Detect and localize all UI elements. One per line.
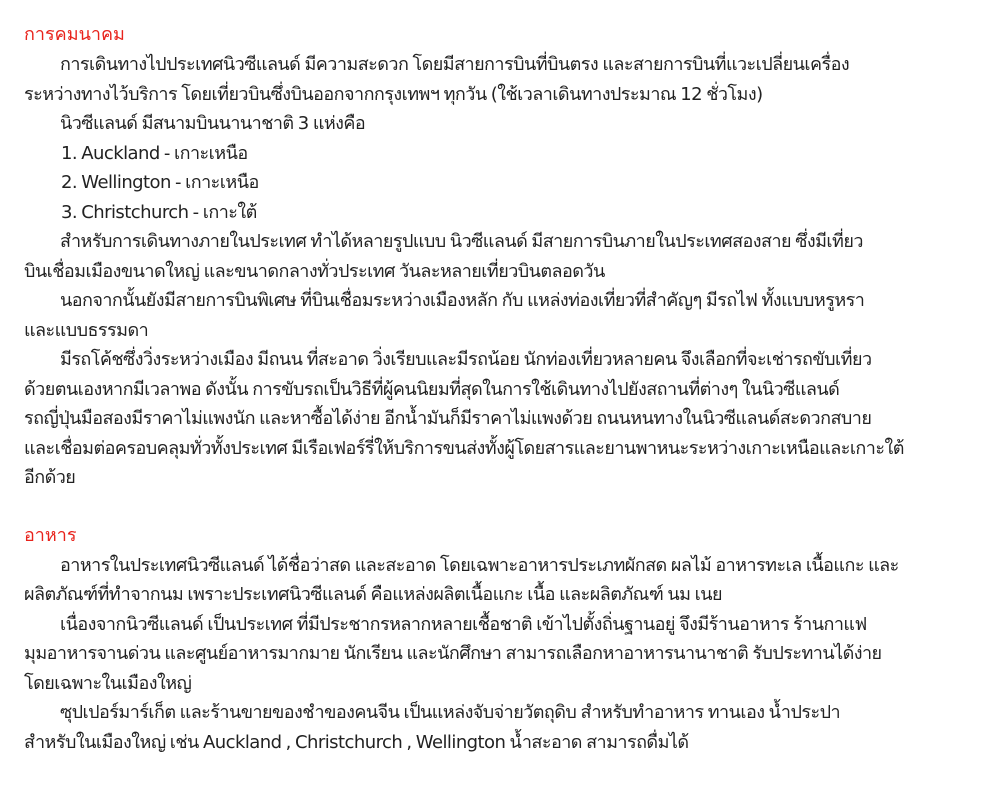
paragraph-line: สำหรับในเมืองใหญ่ เช่น Auckland , Christchurch , Wellington น้ำสะอาด สามารถดื่มได้ [24,731,689,753]
paragraph-line: โดยเฉพาะในเมืองใหญ่ [24,672,192,694]
airport-list-item: 3. Christchurch - เกาะใต้ [61,201,257,223]
section-spacer [24,493,979,521]
paragraph-line: การเดินทางไปประเทศนิวซีแลนด์ มีความสะดวก โดยมีสายการบินที่บินตรง และสายการบินที่แวะเปลี่ยนเครื่อง [60,54,850,75]
transport-heading: การคมนาคม [24,24,125,45]
food-heading: อาหาร [24,524,77,546]
paragraph-line: ด้วยตนเองหากมีเวลาพอ ดังนั้น การขับรถเป็นวิธีที่ผู้คนนิยมที่สุดในการใช้เดินทางไปยังสถานที่ต่างๆ ในนิวซีแลนด์ [24,378,840,400]
paragraph-line: นิวซีแลนด์ มีสนามบินนานาชาติ 3 แห่งคือ [60,113,366,134]
paragraph-line: ระหว่างทางไว้บริการ โดยเที่ยวบินซึ่งบินออกจากกรุงเทพฯ ทุกวัน (ใช้เวลาเดินทางประมาณ 12 ชั่วโมง) [24,83,763,105]
paragraph-line: เนื่องจากนิวซีแลนด์ เป็นประเทศ ที่มีประชากรหลากหลายเชื้อชาติ เข้าไปตั้งถิ่นฐานอยู่ จึงมีร้านอาหาร ร้านกาแฟ [60,613,867,635]
paragraph-line: นอกจากนั้นยังมีสายการบินพิเศษ ที่บินเชื่อมระหว่างเมืองหลัก กับ แหล่งท่องเที่ยวที่สำคัญๆ มีรถไฟ ทั้งแบบหรูหรา [60,290,865,311]
document [24,20,979,757]
paragraph-line: และเชื่อมต่อครอบคลุมทั่วทั้งประเทศ มีเรือเฟอร์รี่ให้บริการขนส่งทั้งผู้โดยสารและยานพาหนะระหว่างเกาะเหนือและเกาะใต้ [24,437,904,459]
airport-list-item: 2. Wellington - เกาะเหนือ [61,172,259,193]
paragraph-line: สำหรับการเดินทางภายในประเทศ ทำได้หลายรูปแบบ นิวซีแลนด์ มีสายการบินภายในประเทศสองสาย ซึ่งมีเที่ยว [60,231,863,252]
paragraph-line: บินเชื่อมเมืองขนาดใหญ่ และขนาดกลางทั่วประเทศ วันละหลายเที่ยวบินตลอดวัน [24,260,605,282]
section-food [24,521,979,758]
paragraph-line: มีรถโค้ชซึ่งวิ่งระหว่างเมือง มีถนน ที่สะอาด วิ่งเรียบและมีรถน้อย นักท่องเที่ยวหลายคน จึงเลือกที่จะเช่ารถขับเที่ยว [60,349,872,370]
paragraph-line: ซุปเปอร์มาร์เก็ต และร้านขายของชำของคนจีน เป็นแหล่งจับจ่ายวัตถุดิบ สำหรับทำอาหาร ทานเอง น้ำประปา [60,702,841,723]
paragraph-line: ผลิตภัณฑ์ที่ทำจากนม เพราะประเทศนิวซีแลนด์ คือแหล่งผลิตเนื้อแกะ เนื้อ และผลิตภัณฑ์ นม เนย [24,584,722,605]
paragraph-line: รถญี่ปุ่นมือสองมีราคาไม่แพงนัก และหาซื้อได้ง่าย อีกน้ำมันก็มีราคาไม่แพงด้วย ถนนหนทางในนิวซีแลนด์สะดวกสบาย [24,408,872,429]
paragraph-line: และแบบธรรมดา [24,319,149,341]
paragraph-line: อาหารในประเทศนิวซีแลนด์ ได้ชื่อว่าสด และสะอาด โดยเฉพาะอาหารประเภทผักสด ผลไม้ อาหารทะเล เนื้อแกะ และ [60,554,899,576]
paragraph-line: มุมอาหารจานด่วน และศูนย์อาหารมากมาย นักเรียน และนักศึกษา สามารถเลือกหาอาหารนานาชาติ รับประทานได้ง่าย [24,643,882,664]
section-transport [24,20,979,493]
paragraph-line: อีกด้วย [24,467,76,488]
airport-list-item: 1. Auckland - เกาะเหนือ [61,142,248,164]
